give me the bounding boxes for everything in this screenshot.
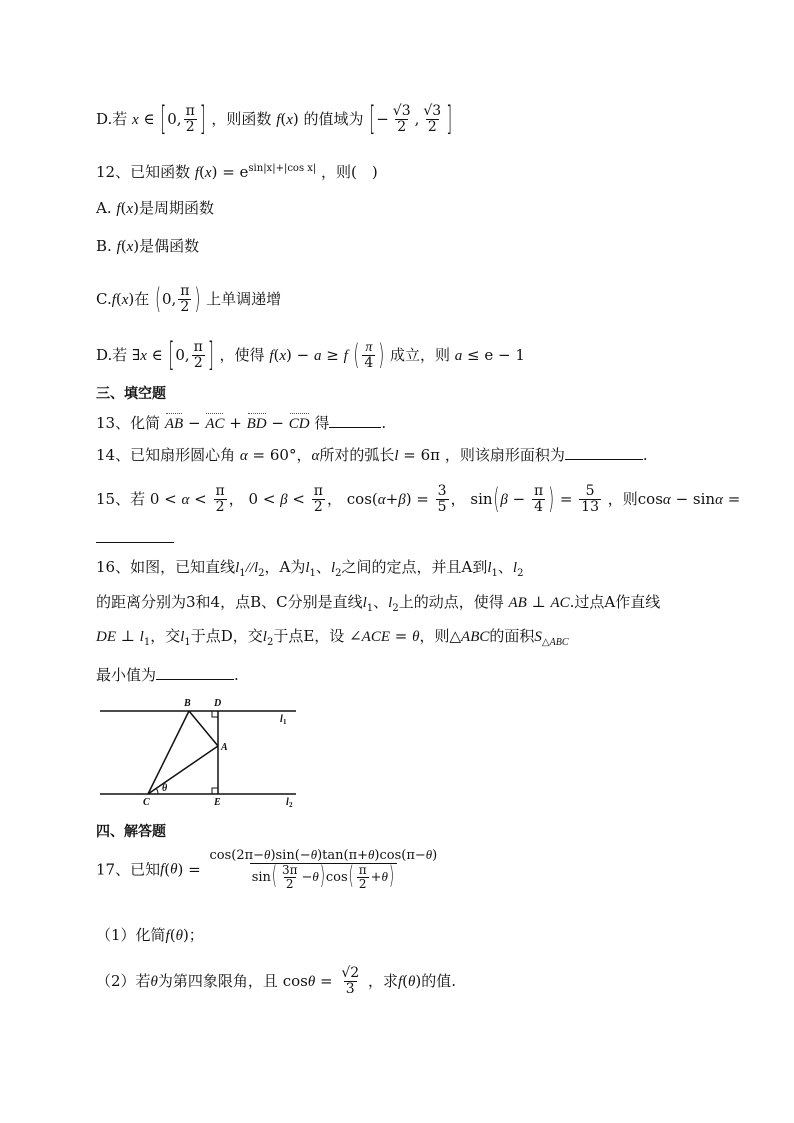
q16-line2: 的距离分别为3和4，点B、C分别是直线$l_1$、$l_2$上的动点，使得 AB ⊥ AC.过点A作直线 <box>96 593 661 614</box>
segment-BA <box>189 711 218 746</box>
answer-blank[interactable] <box>329 413 381 428</box>
answer-blank[interactable] <box>156 665 234 680</box>
q13: 13、化简 AB − AC + BD − CD 得 . <box>96 414 387 432</box>
geometry-figure <box>96 694 306 814</box>
q16-line1: 16、如图，已知直线$l_1//l_2$，A为$l_1$、$l_2$之间的定点，并且A到$l_1$、$l_2$ <box>96 558 524 579</box>
label-l1-sub: 1 <box>283 718 287 726</box>
label-l2-sub: 2 <box>289 801 293 809</box>
label-theta: θ <box>162 783 168 794</box>
section-fill-in-blank: 三、填空题 <box>96 386 166 402</box>
q12-option-b: B. f(x)是偶函数 <box>96 237 200 255</box>
q12-option-a: A. f(x)是周期函数 <box>96 199 214 217</box>
q17-part2: （2）若θ为第四象限角，且 cosθ = $\frac{√2}{3}$ ，求f(θ)的值. <box>96 965 457 998</box>
q17-part1: （1）化简f(θ)； <box>96 926 204 944</box>
label-E: E <box>214 797 221 808</box>
label-D: D <box>214 698 222 709</box>
q16-line4: 最小值为 . <box>96 666 239 684</box>
segment-BC <box>148 711 189 794</box>
q12-option-c: C.f(x)在 (0, $\frac{\pi}{2}$ ) 上单调递增 <box>96 281 282 317</box>
right-angle-E <box>212 788 218 794</box>
q15-answer-blank[interactable] <box>96 528 174 546</box>
label-A: A <box>221 742 228 753</box>
label-B: B <box>184 698 191 709</box>
right-angle-D <box>212 711 218 717</box>
q15: 15、若 0 < α < $\frac{\pi}{2}$ ， 0 < β < $\frac{\pi}{2}$ ， cos(α+β) = $\frac{3}{5}$ ， sin(β − $\frac{\pi}{4}$ ) = $\frac{5}{13}$ ，则cosα − sinα = <box>96 481 741 517</box>
label-C: C <box>143 797 150 808</box>
label-l2: l <box>286 797 289 808</box>
q17-stem: 17、已知f(θ) = cos(2π−θ)sin(−θ)tan(π+θ)cos(π−θ) sin( $\frac{3\pi}{2}$ −θ)cos( $\frac{\pi}{2}$ +θ) <box>96 847 438 892</box>
angle-arc <box>156 788 158 794</box>
q12-option-d: D.若 ∃x ∈ [0, $\frac{\pi}{2}$ ] ，使得 f(x) − a ≥ f ( $\frac{\pi}{4}$ ) 成立，则 a ≤ e − 1 <box>96 334 525 375</box>
q14: 14、已知扇形圆心角 α = 60°，α所对的弧长l = 6π ，则该扇形面积为 . <box>96 446 648 464</box>
label-l1: l <box>280 714 283 725</box>
answer-blank[interactable] <box>565 445 643 460</box>
q12-stem: 12、已知函数 $f(x) = e^{sin|x|+|cos x|}$ ，则( ) <box>96 163 378 181</box>
q16-line3: DE ⊥ $l_1$，交$l_1$于点D，交$l_2$于点E，设 ∠ACE = θ，则△ABC的面积$S_{\triangle ABC}$ <box>96 627 569 648</box>
q11-option-d: D.若 x ∈ [0, $\frac{\pi}{2}$ ] ，则函数 f(x) 的值域为 [− $\frac{√3}{2}$ , $\frac{√3}{2}$ ] <box>96 98 453 139</box>
segment-CA <box>148 746 218 794</box>
section-solutions: 四、解答题 <box>96 824 166 840</box>
